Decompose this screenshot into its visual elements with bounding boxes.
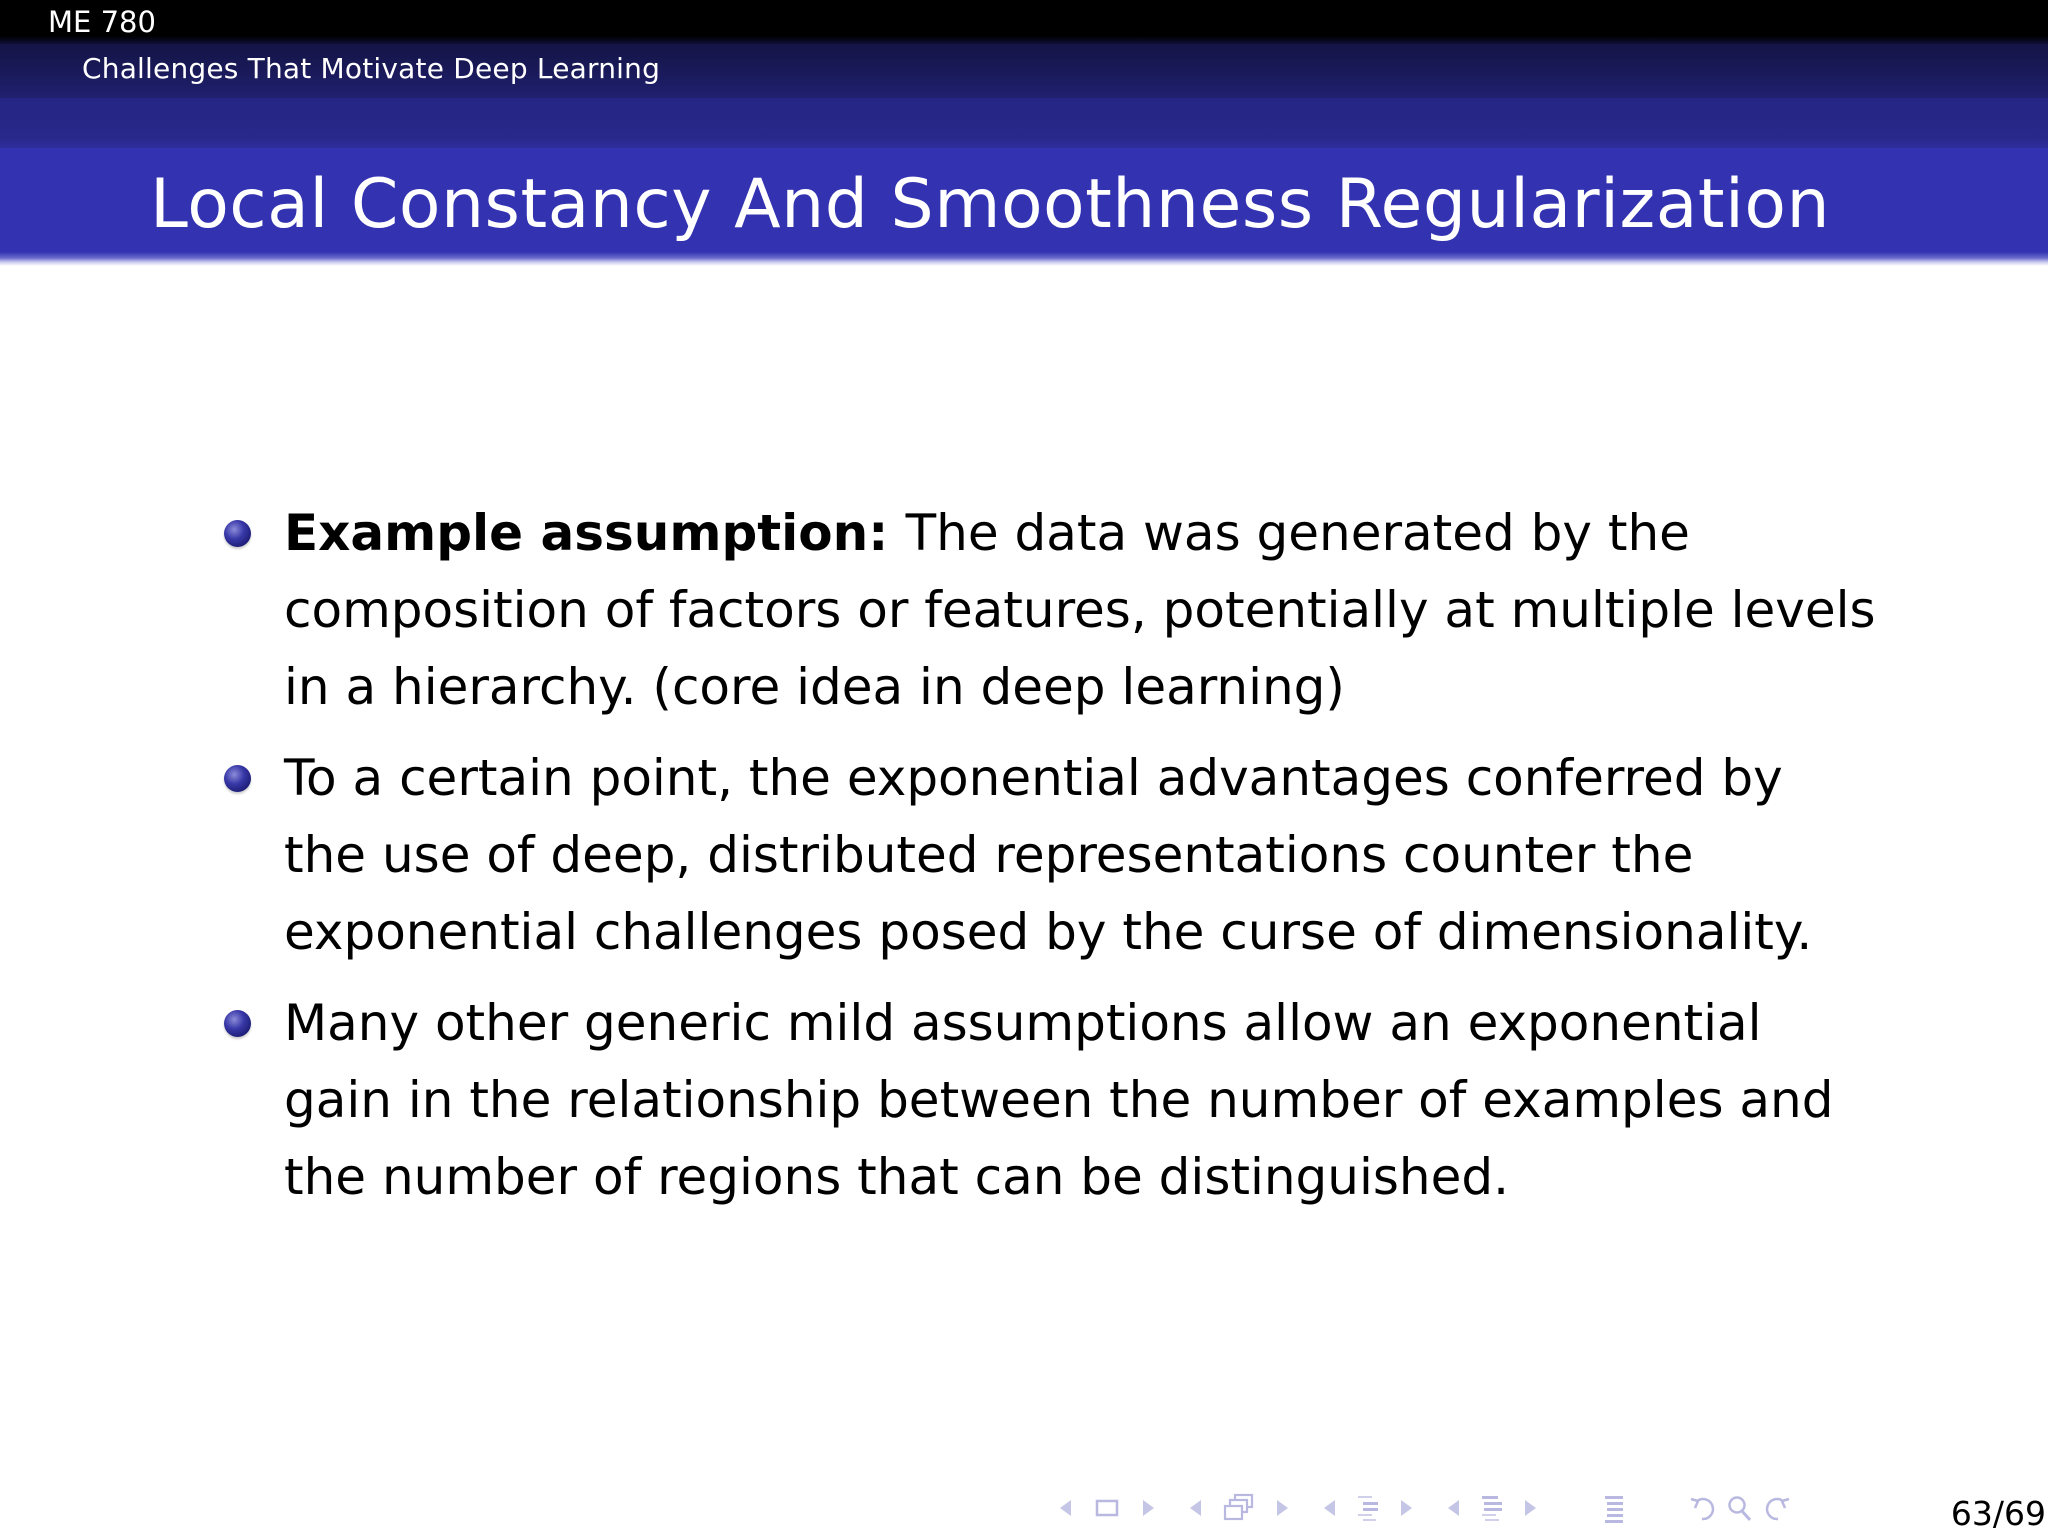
prev-frame-arrow-icon[interactable]: [1060, 1500, 1071, 1516]
bullet-item: [220, 985, 1880, 1216]
page-number: 63/69: [1950, 1494, 2046, 1533]
back-icon[interactable]: [1688, 1493, 1720, 1523]
course-name: ME 780: [48, 5, 156, 39]
bullet-lead: Example assumption:: [284, 504, 906, 562]
section-title: Challenges That Motivate Deep Learning: [82, 52, 661, 85]
subsection-icon[interactable]: [1223, 1493, 1255, 1523]
frame-icon[interactable]: [1095, 1499, 1119, 1517]
bullet-item: [220, 740, 1880, 971]
search-icon[interactable]: [1726, 1493, 1754, 1523]
bullet-ball-icon: [224, 520, 251, 547]
bullet-item: [220, 495, 1880, 726]
slide-content: [220, 495, 1880, 1230]
next-frame-arrow-icon[interactable]: [1143, 1500, 1154, 1516]
beamer-navigation-bar: [1060, 1490, 1792, 1526]
prev-subsection-arrow-icon[interactable]: [1190, 1500, 1201, 1516]
bullet-text: Many other generic mild assumptions allow an exponential gain in the relationship between the number of examples and the number of regions that can be distinguished.: [284, 994, 1834, 1206]
next-slide-arrow-icon[interactable]: [1525, 1500, 1536, 1516]
next-subsection-arrow-icon[interactable]: [1277, 1500, 1288, 1516]
bullet-text: The data was generated by the composition of factors or features, potentially at multiple levels in a hierarchy. (core idea in deep learning): [284, 504, 1876, 716]
bullet-text: To a certain point, the exponential advantages conferred by the use of deep, distributed representations counter the exponential challenges posed by the curse of dimensionality.: [284, 749, 1813, 961]
headline-bar: [0, 0, 2048, 44]
prev-slide-arrow-icon[interactable]: [1448, 1500, 1459, 1516]
bullet-ball-icon: [224, 765, 251, 792]
document-icon[interactable]: [1604, 1493, 1626, 1523]
section-icon[interactable]: [1357, 1493, 1379, 1523]
frame-title: Local Constancy And Smoothness Regularization: [150, 165, 1831, 244]
next-section-arrow-icon[interactable]: [1401, 1500, 1412, 1516]
prev-section-arrow-icon[interactable]: [1324, 1500, 1335, 1516]
bullet-ball-icon: [224, 1010, 251, 1037]
bullet-list: [220, 495, 1880, 1216]
subsection-bar: [0, 98, 2048, 148]
forward-icon[interactable]: [1760, 1493, 1792, 1523]
slide-icon[interactable]: [1481, 1493, 1503, 1523]
